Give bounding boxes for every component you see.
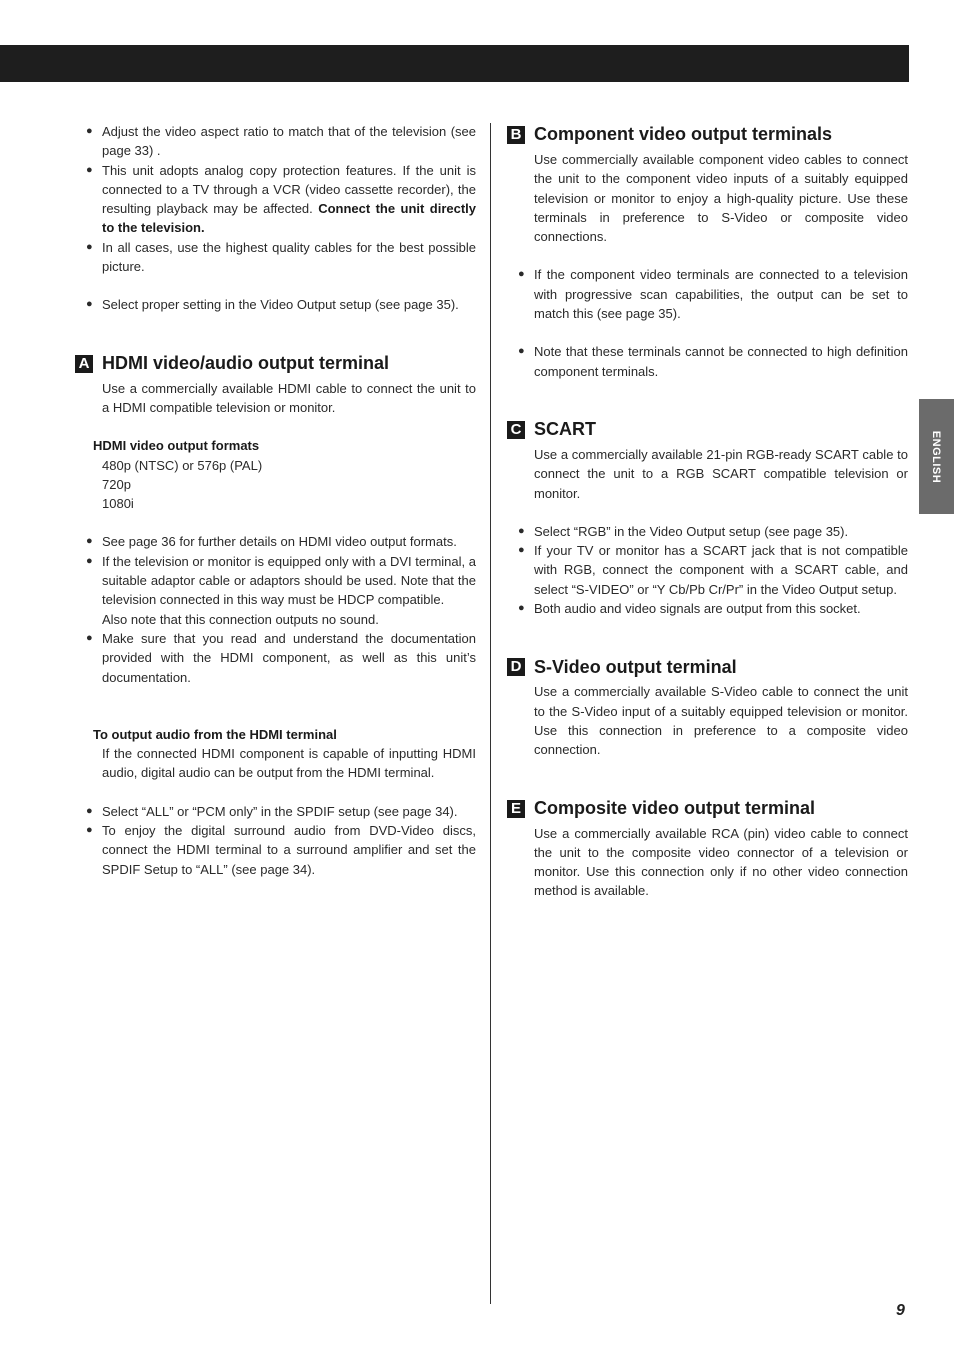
list-item	[86, 629, 476, 687]
bullet-icon: ●	[86, 298, 93, 311]
section-c-heading	[507, 417, 908, 443]
bullet-text: This unit adopts analog copy protection features. If the unit is connected to a TV through a VCR (video cassette recorder), the resulting playback may be affected.	[102, 162, 476, 217]
bullet-text: Select “ALL” or “PCM only” in the SPDIF setup (see page 34).	[102, 803, 458, 819]
section-letter: C	[507, 421, 525, 439]
section-title: S-Video output terminal	[534, 656, 737, 677]
bullet-icon: ●	[518, 602, 525, 615]
list-item	[518, 342, 908, 381]
bullet-icon: ●	[518, 345, 525, 358]
bullet-text: Select proper setting in the Video Output setup (see page 35).	[102, 297, 459, 313]
section-letter: E	[507, 800, 525, 818]
bullet-icon: ●	[518, 544, 525, 557]
section-intro: Use a commercially available 21-pin RGB-ready SCART cable to connect the unit to a RGB SCART compatible television or monitor.	[534, 446, 908, 501]
bullet-icon: ●	[86, 824, 93, 837]
bullet-icon: ●	[518, 268, 525, 281]
left-column	[78, 122, 477, 879]
section-intro: Use a commercially available RCA (pin) video cable to connect the unit to the composite video connector of a television or monitor. Use this connection only if no other video connection method is available.	[534, 825, 908, 899]
bullet-icon: ●	[86, 804, 93, 817]
audio-heading: To output audio from the HDMI terminal	[93, 726, 337, 742]
bullet-icon: ●	[86, 240, 93, 253]
format-item: 720p	[102, 476, 131, 492]
list-item	[518, 541, 908, 599]
section-title: Component video output terminals	[534, 124, 833, 145]
section-a-heading	[75, 351, 476, 377]
column-divider	[490, 123, 491, 1304]
note-text: Also note that this connection outputs no sound.	[102, 611, 379, 627]
bullet-text: Note that these terminals cannot be connected to high definition component terminals.	[534, 344, 908, 379]
page-number: 9	[896, 1302, 905, 1319]
bullet-text: If the component video terminals are connected to a television with progressive scan capabilities, the output can be set to match this (see page 35).	[534, 267, 908, 322]
list-item	[86, 532, 476, 551]
list-item	[86, 821, 476, 879]
bullet-icon: ●	[86, 631, 93, 644]
bullet-text: Adjust the video aspect ratio to match that of the television (see page 33) .	[102, 124, 476, 159]
bullet-icon: ●	[86, 554, 93, 567]
section-title: Composite video output terminal	[534, 797, 816, 818]
bullet-text: If your TV or monitor has a SCART jack that is not compatible with RGB, connect the component with a SCART cable, and select “S-VIDEO” or “Y Cb/Pb Cr/Pr” in the Video Output setup.	[534, 543, 908, 597]
list-item	[86, 161, 476, 238]
section-intro: Use a commercially available S-Video cable to connect the unit to the S-Video input of a suitably equipped television or monitor. Use this connection in preference to a composite video connection.	[534, 684, 908, 758]
bullet-icon: ●	[86, 163, 93, 176]
section-title: SCART	[534, 419, 596, 440]
list-item	[86, 552, 476, 610]
section-intro: Use commercially available component video cables to connect the unit to the component video inputs of a suitably equipped television or monitor to enjoy a high-quality picture. Use these terminals in preference to S-Video or composite video connections.	[534, 152, 908, 245]
bullet-text: Select “RGB” in the Video Output setup (see page 35).	[534, 523, 849, 539]
bullet-text: Make sure that you read and understand the documentation provided with the HDMI component, as well as this unit’s documentation.	[102, 630, 476, 685]
bullet-icon: ●	[86, 125, 93, 137]
bullet-text: Both audio and video signals are output from this socket.	[534, 601, 861, 617]
header-bar	[0, 45, 909, 82]
bullet-emphasis: Connect the unit directly to the television.	[102, 201, 477, 236]
formats-heading: HDMI video output formats	[93, 438, 260, 454]
format-item: 1080i	[102, 496, 134, 512]
language-tab	[919, 399, 954, 514]
language-tab-label: ENGLISH	[930, 430, 943, 483]
section-d-heading	[507, 654, 908, 680]
section-letter: B	[507, 126, 525, 144]
list-item	[518, 265, 908, 323]
format-item: 480p (NTSC) or 576p (PAL)	[102, 457, 263, 473]
right-column	[507, 122, 908, 901]
bullet-text: To enjoy the digital surround audio from DVD-Video discs, connect the HDMI terminal to a surround amplifier and set the SPDIF Setup to “ALL” (see page 34).	[102, 823, 476, 877]
section-e-heading	[507, 796, 908, 822]
list-item	[518, 522, 908, 541]
section-letter: A	[75, 355, 93, 373]
bullet-icon: ●	[518, 524, 525, 537]
audio-intro: If the connected HDMI component is capable of inputting HDMI audio, digital audio can be output from the HDMI terminal.	[102, 746, 476, 781]
list-item	[86, 122, 476, 161]
list-item	[86, 238, 476, 277]
section-title: HDMI video/audio output terminal	[102, 353, 389, 374]
bullet-icon: ●	[86, 535, 93, 548]
list-item	[518, 599, 908, 618]
list-item	[86, 295, 476, 314]
section-intro: Use a commercially available HDMI cable to connect the unit to a HDMI compatible television or monitor.	[102, 380, 476, 415]
section-b-heading	[507, 122, 908, 148]
bullet-text: In all cases, use the highest quality cables for the best possible picture.	[102, 239, 476, 275]
section-letter: D	[507, 658, 525, 676]
list-item	[86, 802, 476, 821]
bullet-text: If the television or monitor is equipped only with a DVI terminal, a suitable adaptor cable or adaptors should be used. Note that the television connected in this way must be HDCP compatible.	[102, 553, 476, 608]
bullet-text: See page 36 for further details on HDMI video output formats.	[102, 534, 457, 550]
